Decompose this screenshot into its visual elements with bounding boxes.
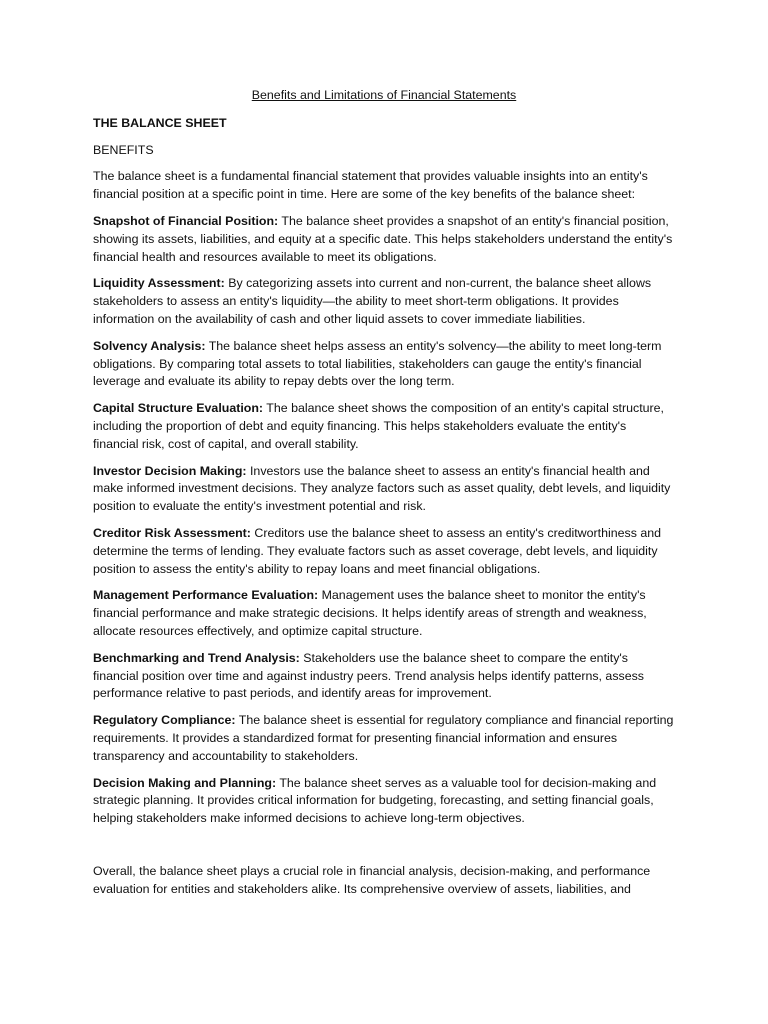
benefit-item — [93, 525, 675, 578]
benefit-term: Decision Making and Planning: — [93, 775, 277, 790]
benefit-term: Benchmarking and Trend Analysis: — [93, 650, 300, 665]
benefit-item — [93, 650, 675, 703]
benefit-item — [93, 213, 675, 266]
benefits-subheading: BENEFITS — [93, 142, 154, 157]
benefit-text: Investors use the balance sheet to assess an entity's financial health and make informed investment decisions. They analyze factors such as asset quality, debt levels, and liquidity position to evaluate the entity's investment potential and risk. — [93, 463, 671, 514]
benefit-term: Capital Structure Evaluation: — [93, 401, 264, 416]
section-heading: THE BALANCE SHEET — [93, 115, 227, 130]
benefit-term: Management Performance Evaluation: — [93, 588, 319, 603]
benefit-text: Management uses the balance sheet to monitor the entity's financial performance and make strategic decisions. It helps identify areas of strength and weakness, allocate resources effectively, and optimize capital structure. — [93, 588, 647, 638]
benefit-item — [93, 400, 675, 453]
benefit-item — [93, 587, 675, 640]
benefit-text: The balance sheet shows the composition of an entity's capital structure, including the proportion of debt and equity financing. This helps stakeholders evaluate the entity's financial risk, cost of capital, and overall stability. — [93, 401, 664, 451]
benefit-term: Creditor Risk Assessment: — [93, 525, 251, 540]
benefit-term: Liquidity Assessment: — [93, 276, 225, 291]
document-content — [93, 87, 675, 907]
benefit-term: Snapshot of Financial Position: — [93, 213, 279, 228]
benefit-item — [93, 712, 675, 765]
benefit-item — [93, 463, 675, 516]
document-title: Benefits and Limitations of Financial Statements — [251, 88, 517, 102]
benefit-text: The balance sheet serves as a valuable tool for decision-making and strategic planning. It provides critical information for budgeting, forecasting, and setting financial goals, helping stakeholders make informed decisions to achieve long-term objectives. — [93, 775, 657, 826]
benefit-text: Creditors use the balance sheet to assess an entity's creditworthiness and determine the terms of lending. They evaluate factors such as asset coverage, debt levels, and liquidity position to assess the entity's ability to repay loans and meet financial obligations. — [93, 525, 662, 576]
benefit-text: The balance sheet provides a snapshot of an entity's financial position, showing its assets, liabilities, and equity at a specific date. This helps stakeholders understand the entity's financial health and resources available to meet its obligations. — [93, 213, 673, 264]
benefit-term: Solvency Analysis: — [93, 338, 206, 353]
intro-paragraph: The balance sheet is a fundamental financial statement that provides valuable insights into an entity's financial position at a specific point in time. Here are some of the key benefits of the balance sheet: — [93, 169, 648, 202]
benefit-term: Regulatory Compliance: — [93, 713, 236, 728]
benefit-text: The balance sheet helps assess an entity's solvency—the ability to meet long-term obligations. By comparing total assets to total liabilities, stakeholders can gauge the entity's financial leverage and evaluate its ability to repay debts over the long term. — [93, 338, 662, 389]
benefit-item — [93, 775, 675, 828]
benefit-term: Investor Decision Making: — [93, 463, 247, 478]
benefit-item — [93, 275, 675, 328]
benefit-text: By categorizing assets into current and non-current, the balance sheet allows stakeholders to assess an entity's liquidity—the ability to meet short-term obligations. It provides information on the availability of cash and other liquid assets to cover immediate liabilities. — [93, 276, 652, 326]
conclusion-paragraph: Overall, the balance sheet plays a crucial role in financial analysis, decision-making, and performance evaluation for entities and stakeholders alike. Its comprehensive overview of assets, liabilities, and — [93, 863, 651, 896]
benefit-item — [93, 338, 675, 391]
benefit-text: The balance sheet is essential for regulatory compliance and financial reporting requirements. It provides a standardized format for presenting financial information and ensures transparency and accountability to stakeholders. — [93, 713, 674, 763]
benefit-text: Stakeholders use the balance sheet to compare the entity's financial position over time and against industry peers. Trend analysis helps identify patterns, assess performance relative to past periods, and identify areas for improvement. — [93, 650, 644, 701]
